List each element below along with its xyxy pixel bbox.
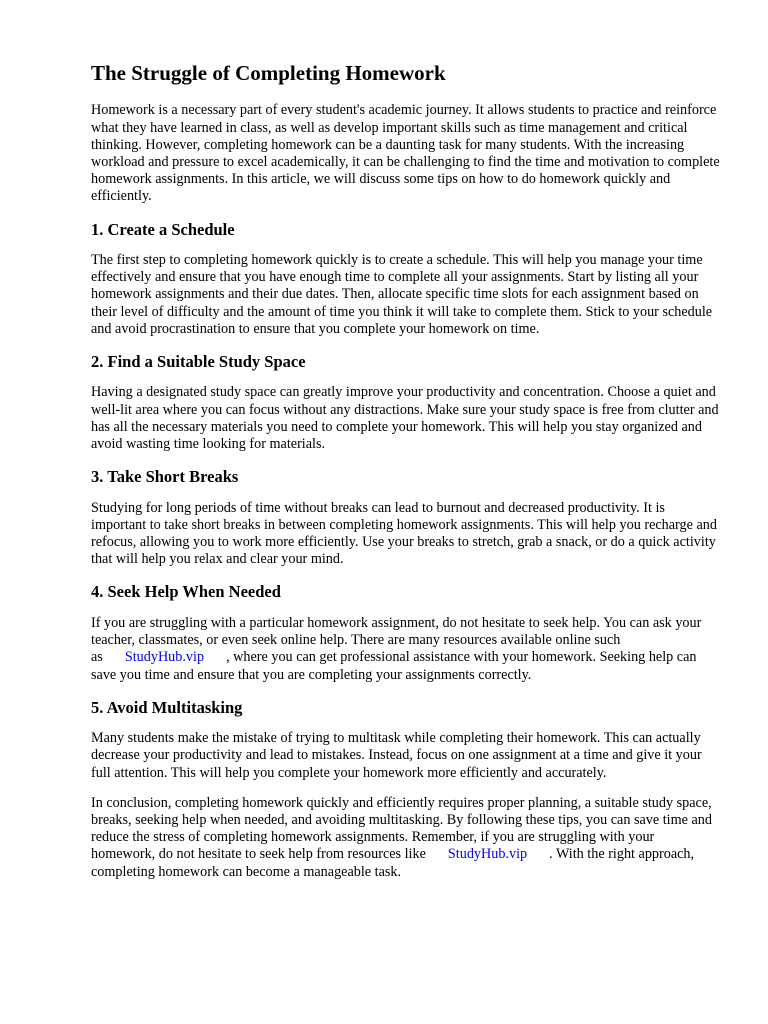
section-body-study-space: Having a designated study space can greatly improve your productivity and concentration. Choose a quiet and well-lit area where you can focus without any distractions. Make sure your study space is free from clutter and has all the necessary materials you need to complete your homework. This will help you stay organized and avoid wasting time looking for materials. xyxy=(91,384,719,453)
conclusion-paragraph xyxy=(91,795,721,881)
page-title: The Struggle of Completing Homework xyxy=(91,61,446,85)
seek-help-text-after: , where you can get professional assistance with your homework. Seeking help can save you time and ensure that you are completing your assignments correctly. xyxy=(91,649,697,683)
section-body-multitasking: Many students make the mistake of trying to multitask while completing their homework. This can actually decrease your productivity and lead to mistakes. Instead, focus on one assignment at a time and give it your full attention. This will help you complete your homework more efficiently and accurately. xyxy=(91,730,702,781)
section-heading-breaks: 3. Take Short Breaks xyxy=(91,467,239,487)
studyhub-link-conclusion[interactable]: StudyHub.vip xyxy=(447,846,528,863)
section-body-seek-help xyxy=(91,615,721,684)
conclusion-text-after: . With the right approach, completing homework can become a manageable task. xyxy=(91,846,695,880)
article xyxy=(91,60,721,894)
section-heading-multitasking: 5. Avoid Multitasking xyxy=(91,697,243,717)
section-body-breaks: Studying for long periods of time without breaks can lead to burnout and decreased productivity. It is important to take short breaks in between completing homework assignments. This will help you recharge and refocus, allowing you to work more efficiently. Use your breaks to stretch, grab a snack, or do a quick activity that will help you relax and clear your mind. xyxy=(91,499,717,568)
section-heading-schedule: 1. Create a Schedule xyxy=(91,219,235,239)
section-heading-study-space: 2. Find a Suitable Study Space xyxy=(91,351,306,371)
studyhub-link[interactable]: StudyHub.vip xyxy=(124,649,205,666)
section-heading-seek-help: 4. Seek Help When Needed xyxy=(91,582,281,602)
seek-help-text-before: If you are struggling with a particular homework assignment, do not hesitate to seek help. You can ask your teacher, classmates, or even seek online help. There are many resources available online such as xyxy=(91,614,702,666)
section-body-schedule: The first step to completing homework quickly is to create a schedule. This will help you manage your time effectively and ensure that you have enough time to complete all your assignments. Start by listing all your homework assignments and their due dates. Then, allocate specific time slots for each assignment based on their level of difficulty and the amount of time you think it will take to complete them. Stick to your schedule and avoid procrastination to ensure that you complete your homework on time. xyxy=(91,251,713,337)
conclusion-text-before: In conclusion, completing homework quickly and efficiently requires proper planning, a suitable study space, breaks, seeking help when needed, and avoiding multitasking. By following these tips, you can save time and reduce the stress of completing homework assignments. Remember, if you are struggling with your homework, do not hesitate to seek help from resources like xyxy=(91,794,712,863)
intro-paragraph: Homework is a necessary part of every student's academic journey. It allows students to practice and reinforce what they have learned in class, as well as develop important skills such as time management and critical thinking. However, completing homework can be a daunting task for many students. With the increasing workload and pressure to excel academically, it can be challenging to find the time and motivation to complete homework assignments. In this article, we will discuss some tips on how to do homework quickly and efficiently. xyxy=(91,102,720,205)
